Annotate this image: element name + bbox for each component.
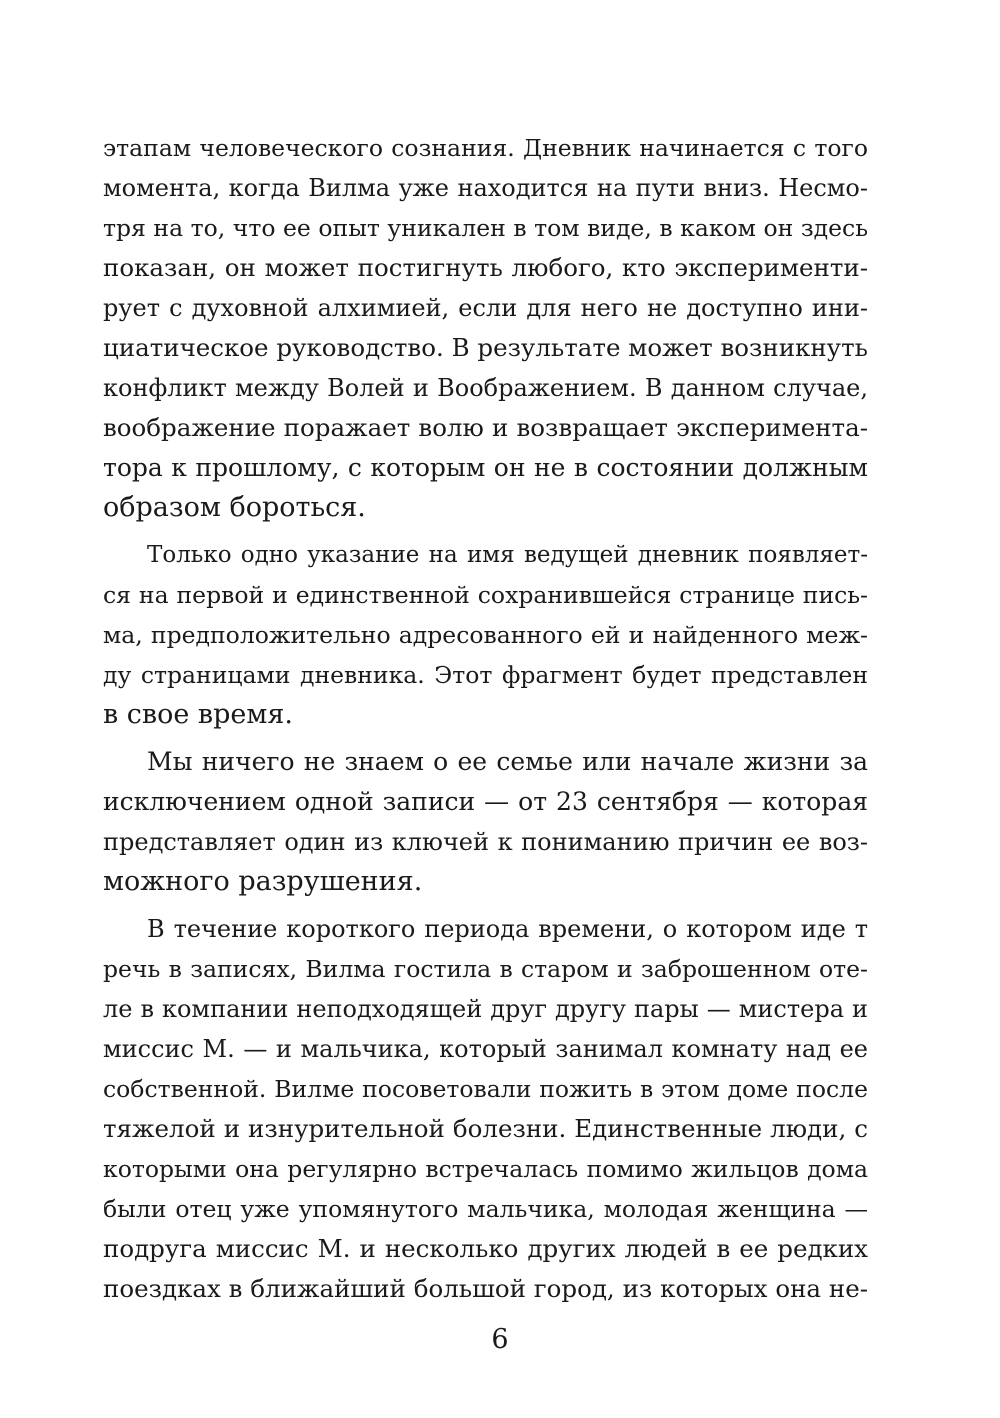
text-line: тяжелой и изнурительной болезни. Единственные люди, с (103, 1114, 868, 1143)
text-line: Только одно указание на имя ведущей дневник появляет- (147, 542, 868, 568)
text-line: образом бороться. (103, 492, 366, 523)
text-line: конфликт между Волей и Воображением. В данном случае, (103, 374, 868, 402)
text-line: были отец уже упомянутого мальчика, молодая женщина — (103, 1195, 868, 1223)
text-line: циатическое руководство. В результате может возникнуть (103, 333, 868, 362)
text-line: рует с духовной алхимией, если для него не доступно ини- (103, 294, 868, 322)
text-line: момента, когда Вилма уже находится на пути вниз. Несмо- (103, 174, 868, 202)
text-line: которыми она регулярно встречалась помимо жильцов дома (103, 1155, 868, 1183)
paragraph-gap (103, 735, 868, 742)
text-line: показан, он может постигнуть любого, кто эксперименти- (103, 253, 868, 282)
text-line: в свое время. (103, 699, 294, 730)
paragraph (103, 742, 868, 902)
text-line: ма, предположительно адресованного ей и найденного меж- (103, 621, 868, 649)
text-line: тря на то, что ее опыт уникален в том виде, в каком он здесь (103, 214, 868, 242)
text-line: Мы ничего не знаем о ее семье или начале жизни за (147, 747, 868, 776)
paragraph-gap (103, 528, 868, 535)
text-line: воображение поражает волю и возвращает эксперимента- (103, 413, 868, 442)
paragraph-gap (103, 902, 868, 909)
text-line: исключением одной записи — от 23 сентября — которая (103, 787, 868, 816)
paragraph (103, 909, 868, 1309)
text-line: ле в компании неподходящей друг другу пары — мистера и (103, 995, 868, 1023)
text-line: ся на первой и единственной сохранившейся странице пись- (103, 581, 868, 609)
text-line: поездках в ближайший большой город, из которых она не- (103, 1274, 868, 1303)
text-line: В течение короткого периода времени, о котором иде т (147, 915, 868, 943)
page-number: 6 (491, 1324, 509, 1355)
paragraph (103, 535, 868, 735)
paragraph (103, 128, 868, 528)
body-text (103, 128, 868, 1309)
text-line: подруга миссис М. и несколько других людей в ее редких (103, 1234, 868, 1263)
text-line: можного разрушения. (103, 866, 423, 897)
text-line: представляет один из ключей к пониманию причин ее воз- (103, 828, 868, 856)
text-line: тора к прошлому, с которым он не в состоянии должным (103, 453, 868, 482)
text-line: ду страницами дневника. Этот фрагмент будет представлен (103, 661, 868, 689)
text-line: собственной. Вилме посоветовали пожить в этом доме после (103, 1075, 868, 1103)
text-line: речь в записях, Вилма гостила в старом и заброшенном оте- (103, 955, 868, 983)
text-line: этапам человеческого сознания. Дневник начинается с того (103, 134, 868, 162)
text-line: миссис М. — и мальчика, который занимал комнату над ее (103, 1035, 868, 1063)
